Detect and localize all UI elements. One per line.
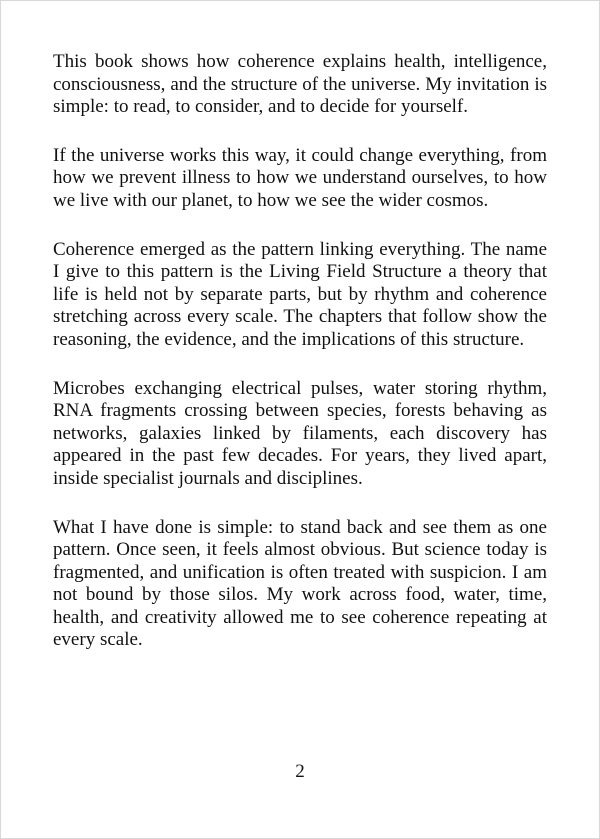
paragraph-4: Microbes exchanging electrical pulses, water storing rhythm, RNA fragments crossing between species, forests behaving as networks, galaxies linked by filaments, each discovery has appeared in the past few decades. For years, they lived apart, inside specialist journals and disciplines. (53, 377, 547, 489)
paragraph-5: What I have done is simple: to stand back and see them as one pattern. Once seen, it feels almost obvious. But science today is fragmented, and unification is often treated with suspicion. I am not bound by those silos. My work across food, water, time, health, and creativity allowed me to see coherence repeating at every scale. (53, 516, 547, 651)
body-text (53, 51, 547, 678)
paragraph-3: Coherence emerged as the pattern linking everything. The name I give to this pattern is the Living Field Structure a theory that life is held not by separate parts, but by rhythm and coherence stretching across every scale. The chapters that follow show the reasoning, the evidence, and the implications of this structure. (53, 238, 547, 350)
paragraph-1: This book shows how coherence explains health, intelligence, consciousness, and the structure of the universe. My invitation is simple: to read, to consider, and to decide for yourself. (53, 51, 547, 118)
paragraph-2: If the universe works this way, it could change everything, from how we prevent illness to how we understand ourselves, to how we live with our planet, to how we see the wider cosmos. (53, 144, 547, 211)
page-number: 2 (295, 761, 305, 782)
